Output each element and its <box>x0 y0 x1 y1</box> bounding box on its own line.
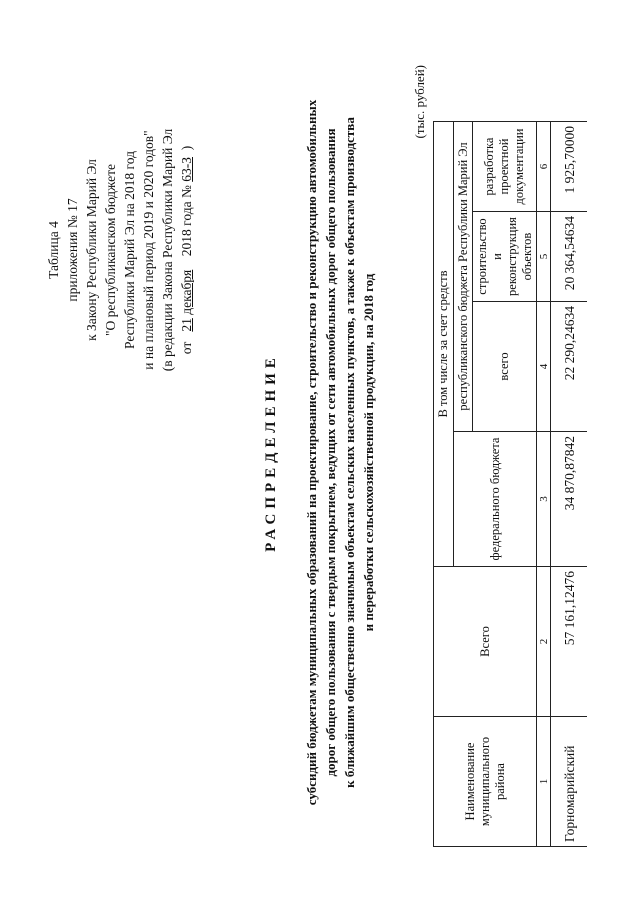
header-name: Наименование муниципального района <box>434 717 537 847</box>
header-including: В том числе за счет средств <box>434 122 454 567</box>
subtitle-line: дорог общего пользования с твердым покрытием, ведущих от сети автомобильных дорог общего пользования <box>323 128 338 777</box>
column-number: 4 <box>537 302 551 432</box>
header-rep-total: всего <box>473 302 537 432</box>
header-republican: республиканского бюджета Республики Марий Эл <box>454 122 473 432</box>
row-rep-total: 22 290,24634 <box>551 302 588 432</box>
row-total: 57 161,12476 <box>551 567 588 717</box>
date-year: 2018 года № <box>179 185 194 257</box>
table-row <box>551 122 588 847</box>
document-header <box>44 100 196 400</box>
header-line: (в редакции Закона Республики Марий Эл <box>160 128 175 372</box>
row-federal: 34 870,87842 <box>551 432 588 567</box>
document-title: РАСПРЕДЕЛЕНИЕ <box>263 353 279 552</box>
header-line: приложения № 17 <box>65 198 80 302</box>
date-day: 21 <box>179 318 194 332</box>
header-construction: строительство и реконструкция объектов <box>473 212 537 302</box>
header-line: и на плановый период 2019 и 2020 годов" <box>141 130 156 370</box>
row-name: Горномарийский <box>551 717 588 847</box>
date-month: декабря <box>179 269 194 315</box>
date-suffix: ) <box>179 145 194 151</box>
column-number: 1 <box>537 717 551 847</box>
date-prefix: от <box>179 341 194 355</box>
header-total: Всего <box>434 567 537 717</box>
header-federal: федерального бюджета <box>454 432 537 567</box>
header-line: к Закону Республики Марий Эл <box>84 159 99 341</box>
document-subtitle <box>302 60 378 845</box>
subtitle-line: субсидий бюджетам муниципальных образований на проектирование, строительство и реконструкцию автомобильных <box>304 99 319 806</box>
column-number: 3 <box>537 432 551 567</box>
column-number: 5 <box>537 212 551 302</box>
column-number: 2 <box>537 567 551 717</box>
subtitle-line: и переработки сельскохозяйственной продукции, на 2018 год <box>361 273 376 632</box>
header-line: Таблица 4 <box>46 221 61 279</box>
header-line: "О республиканском бюджете <box>103 164 118 337</box>
subtitle-line: к ближайшим общественно значимым объектам сельских населенных пунктов, а также к объектам производства <box>342 117 357 788</box>
column-number: 6 <box>537 122 551 212</box>
row-design: 1 925,70000 <box>551 122 588 212</box>
header-line: Республики Марий Эл на 2018 год <box>122 151 137 349</box>
header-design: разработка проектной документации <box>473 122 537 212</box>
header-date-line <box>177 100 196 400</box>
distribution-table <box>433 121 587 847</box>
date-number: 63-З <box>179 157 194 182</box>
row-construction: 20 364,54634 <box>551 212 588 302</box>
units-label: (тыс. рублей) <box>412 65 427 139</box>
